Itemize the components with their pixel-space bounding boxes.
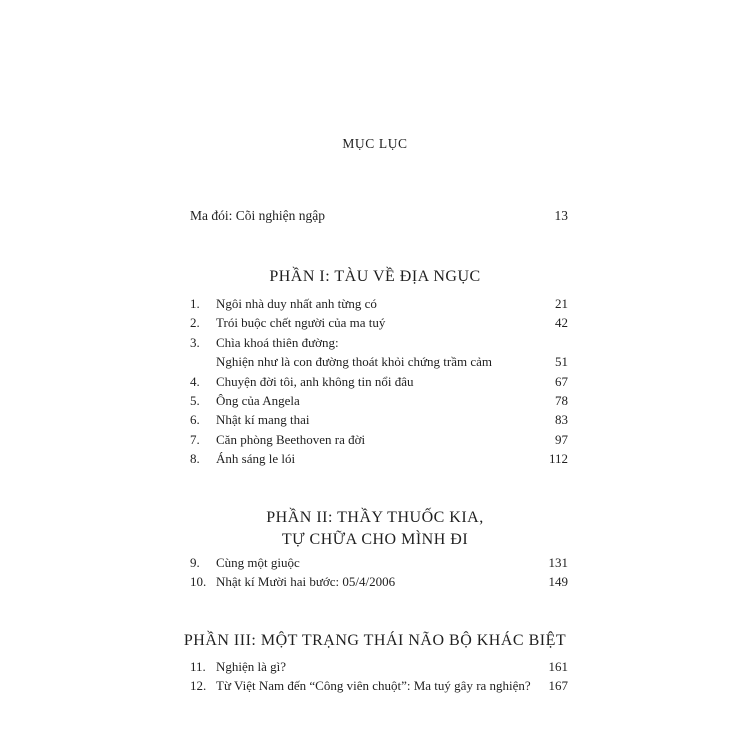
entry-number: 12.: [190, 678, 207, 694]
entry-number: 4.: [190, 373, 200, 389]
entry-number: 9.: [190, 555, 200, 570]
prologue-page: 13: [554, 208, 568, 223]
entry-number: 2.: [190, 315, 200, 331]
part-3-heading-line: PHẦN III: MỘT TRẠNG THÁI NÃO BỘ KHÁC BIỆT: [183, 632, 567, 649]
entry-title: Nhật kí mang thai: [216, 412, 310, 428]
entry-page: 149: [548, 574, 568, 590]
toc-entry-3: [190, 333, 568, 352]
toc-entry-11: [190, 657, 568, 676]
entry-number: 11.: [190, 659, 206, 674]
entry-page: 161: [548, 659, 568, 674]
entry-page: 83: [555, 412, 568, 428]
entry-page: 21: [555, 296, 568, 311]
entry-page: 67: [555, 373, 568, 389]
toc-entry-9: [190, 553, 568, 572]
entry-number: 6.: [190, 412, 200, 428]
entry-page: 131: [548, 555, 568, 570]
toc-entry-2: [190, 313, 568, 332]
part-3-entries: [190, 657, 568, 696]
toc-entry-8: [190, 449, 568, 468]
toc-entry-6: [190, 410, 568, 429]
part-2-entries: [190, 553, 568, 592]
part-2-heading-line-1: PHẦN II: THẦY THUỐC KIA,: [266, 509, 484, 526]
entry-page: 112: [548, 451, 568, 467]
entry-page: 51: [555, 354, 568, 370]
entry-title: Chìa khoá thiên đường:: [216, 334, 339, 350]
part-2-heading: [0, 507, 750, 551]
entry-page: 42: [555, 315, 568, 331]
part-1-entries: [190, 294, 568, 469]
entry-number: 3.: [190, 334, 200, 350]
entry-title: Nhật kí Mười hai bước: 05/4/2006: [216, 574, 396, 590]
toc-entry-1: [190, 294, 568, 313]
part-3-heading: [0, 630, 750, 652]
part-1-heading-line: PHẦN I: TÀU VỀ ĐỊA NGỤC: [269, 268, 481, 285]
part-1-heading: [0, 266, 750, 288]
entry-page: 78: [555, 392, 568, 408]
entry-title: Căn phòng Beethoven ra đời: [216, 431, 366, 447]
entry-title: Nghiện là gì?: [216, 659, 287, 674]
prologue-title: Ma đói: Cõi nghiện ngập: [190, 208, 325, 223]
entry-page: [538, 333, 568, 352]
entry-page: 167: [548, 678, 568, 694]
entry-number: 1.: [190, 296, 200, 311]
part-2-heading-line-2: TỰ CHỮA CHO MÌNH ĐI: [281, 531, 469, 548]
entry-number: 5.: [190, 392, 200, 408]
entry-title: Chuyện đời tôi, anh không tin nổi đâu: [216, 373, 414, 389]
entry-title: Ngôi nhà duy nhất anh từng có: [216, 296, 377, 311]
toc-entry-3-continued: [190, 352, 568, 371]
entry-title: Nghiện như là con đường thoát khỏi chứng trầm cảm: [216, 354, 493, 370]
entry-number: 10.: [190, 574, 207, 590]
entry-title: Cùng một giuộc: [216, 555, 300, 570]
entry-title: Ông của Angela: [216, 392, 300, 408]
entry-title: Ánh sáng le lói: [216, 451, 296, 467]
toc-entry-10: [190, 572, 568, 591]
entry-number: 7.: [190, 431, 200, 447]
entry-number: 8.: [190, 451, 200, 467]
prologue-entry: [190, 208, 568, 224]
entry-title: Trói buộc chết người của ma tuý: [216, 315, 386, 331]
toc-entry-4: [190, 372, 568, 391]
toc-title: MỤC LỤC: [342, 136, 408, 151]
entry-page: 97: [555, 431, 568, 447]
entry-title: Từ Việt Nam đến “Công viên chuột”: Ma tuý gây ra nghiện?: [216, 678, 531, 694]
entry-number: [190, 352, 216, 371]
toc-entry-5: [190, 391, 568, 410]
toc-entry-7: [190, 430, 568, 449]
toc-entry-12: [190, 676, 568, 695]
